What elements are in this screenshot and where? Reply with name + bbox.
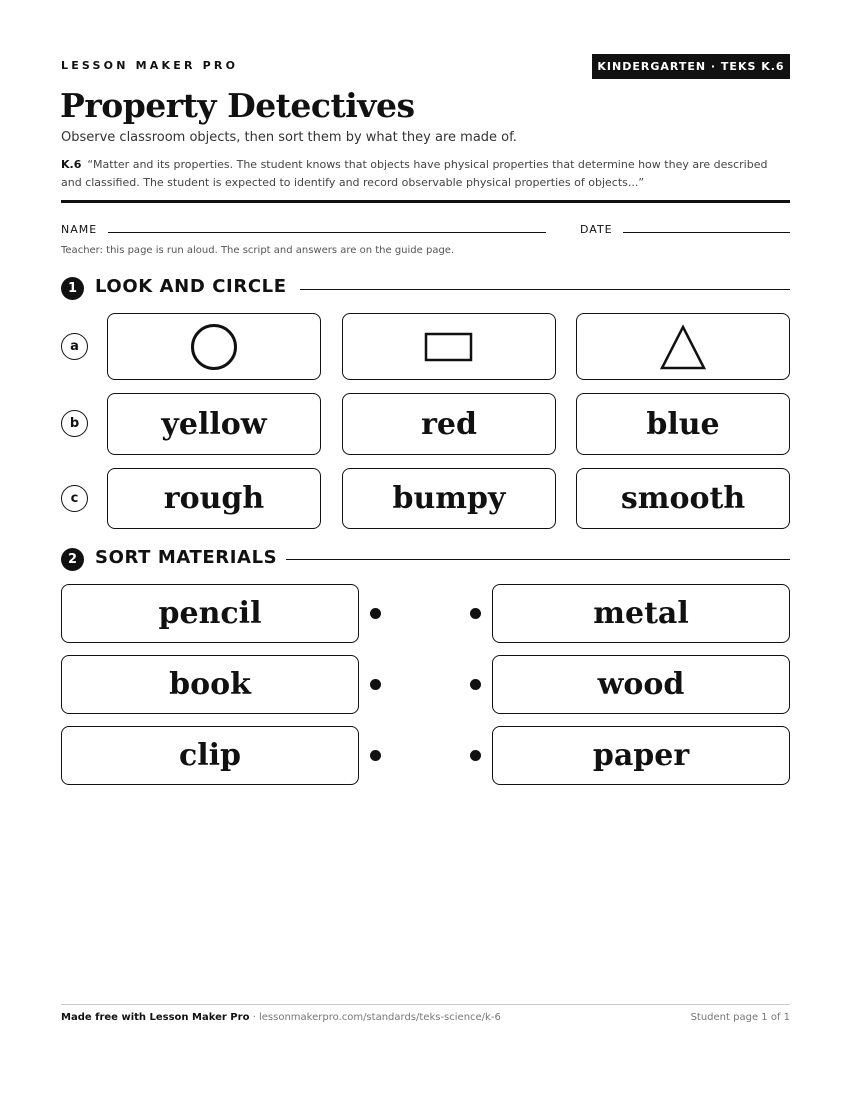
object-card-clip[interactable]: [61, 726, 359, 785]
row-a-letter: a: [61, 333, 88, 360]
footer-divider: [61, 1004, 790, 1005]
section-2-title: SORT MATERIALS: [95, 547, 278, 568]
standard-text: “Matter and its properties. The student knows that objects have physical properties that determine how they are described and classified. The student is expected to identify and record observable physical properties of objects...”: [61, 158, 768, 189]
option-word: bumpy: [392, 481, 506, 516]
standard-quote: [61, 156, 791, 192]
option-rectangle-shape[interactable]: [342, 313, 556, 380]
section-2-rule: [286, 559, 790, 560]
row-b-letter: b: [61, 410, 88, 437]
match-dot-left[interactable]: [370, 608, 381, 619]
footer-made-with: Made free with Lesson Maker Pro: [61, 1012, 250, 1023]
match-dot-left[interactable]: [370, 679, 381, 690]
option-word: smooth: [620, 481, 746, 516]
option-word: yellow: [161, 406, 267, 442]
name-label: NAME: [61, 223, 98, 236]
section-1-number: 1: [61, 277, 84, 300]
match-dot-right[interactable]: [470, 750, 481, 761]
material-card-metal[interactable]: [492, 584, 790, 643]
object-word: clip: [178, 738, 242, 773]
row-c-letter: c: [61, 485, 88, 512]
material-card-wood[interactable]: [492, 655, 790, 714]
material-word: wood: [597, 667, 685, 702]
option-word: blue: [646, 406, 720, 442]
rectangle-shape-icon: [424, 331, 474, 363]
object-card-pencil[interactable]: [61, 584, 359, 643]
material-card-paper[interactable]: [492, 726, 790, 785]
option-yellow[interactable]: [107, 393, 321, 455]
footer-url[interactable]: · lessonmakerpro.com/standards/teks-science/k-6: [249, 1012, 501, 1023]
grade-standard-badge: KINDERGARTEN · TEKS K.6: [592, 54, 790, 79]
option-bumpy[interactable]: [342, 468, 556, 529]
date-field[interactable]: [623, 232, 790, 233]
footer-credit: [61, 1012, 501, 1023]
option-smooth[interactable]: [576, 468, 790, 529]
match-dot-right[interactable]: [470, 679, 481, 690]
section-2-number: 2: [61, 548, 84, 571]
option-word: rough: [163, 481, 265, 516]
date-label: DATE: [580, 223, 613, 236]
section-1-rule: [300, 289, 790, 290]
name-field[interactable]: [108, 232, 546, 233]
brand-name: LESSON MAKER PRO: [61, 59, 239, 72]
option-rough[interactable]: [107, 468, 321, 529]
page-subtitle: Observe classroom objects, then sort them by what they are made of.: [61, 130, 517, 145]
standard-code: K.6: [61, 158, 82, 171]
object-card-book[interactable]: [61, 655, 359, 714]
triangle-shape-icon: [658, 323, 708, 371]
page-title: Property Detectives: [60, 86, 415, 125]
option-circle-shape[interactable]: [107, 313, 321, 380]
section-1-title: LOOK AND CIRCLE: [95, 276, 287, 297]
option-word: red: [421, 406, 477, 442]
option-triangle-shape[interactable]: [576, 313, 790, 380]
object-word: book: [169, 667, 251, 702]
match-dot-right[interactable]: [470, 608, 481, 619]
match-dot-left[interactable]: [370, 750, 381, 761]
material-word: metal: [593, 596, 689, 631]
option-blue[interactable]: [576, 393, 790, 455]
material-word: paper: [592, 738, 690, 773]
object-word: pencil: [158, 596, 262, 631]
teacher-note: Teacher: this page is run aloud. The script and answers are on the guide page.: [61, 245, 455, 256]
page-number: Student page 1 of 1: [690, 1012, 790, 1023]
header-divider: [61, 200, 790, 203]
circle-shape-icon: [189, 322, 239, 372]
option-red[interactable]: [342, 393, 556, 455]
